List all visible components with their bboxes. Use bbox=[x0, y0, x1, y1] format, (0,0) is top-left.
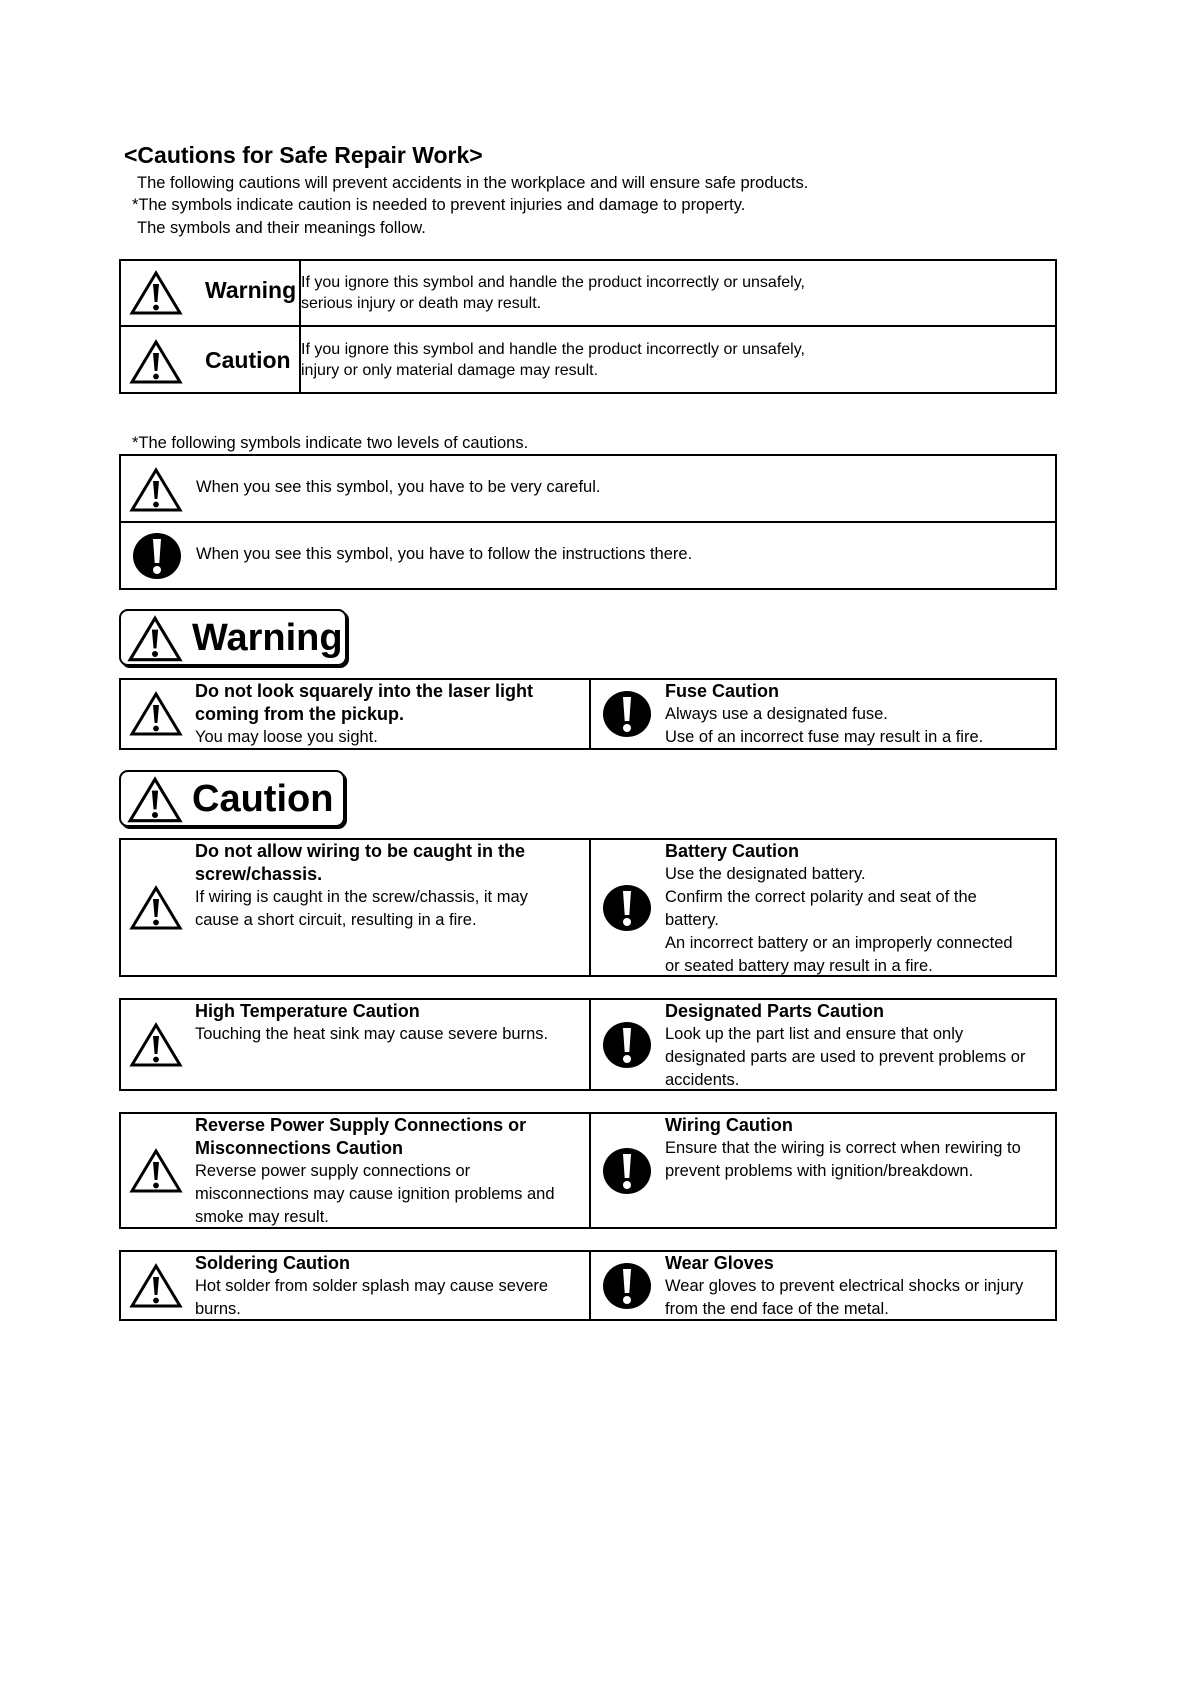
cell-text bbox=[195, 1000, 581, 1046]
cell-heading-line: Battery Caution bbox=[665, 841, 800, 861]
caution-cell-2-1 bbox=[590, 1113, 1056, 1228]
caution-table-3 bbox=[119, 1112, 1057, 1229]
cell-text bbox=[195, 840, 581, 932]
cell-text bbox=[195, 680, 581, 749]
cell-body-line: burns. bbox=[195, 1300, 241, 1318]
cell-heading-line: Do not look squarely into the laser light bbox=[195, 681, 534, 701]
cell-body-line: Always use a designated fuse. bbox=[665, 705, 888, 723]
warning-cell-1 bbox=[590, 679, 1056, 749]
caution-badge-text: Caution bbox=[192, 778, 334, 820]
cell-body-line: battery. bbox=[665, 911, 719, 929]
warning-triangle-icon bbox=[129, 1263, 183, 1309]
cell-body-line: Confirm the correct polarity and seat of the bbox=[665, 888, 977, 906]
warning-triangle-icon bbox=[127, 615, 183, 663]
caution-table-1 bbox=[119, 838, 1057, 977]
cell-text bbox=[665, 1252, 1047, 1321]
caution-cell-0-0 bbox=[120, 839, 590, 976]
warning-triangle-icon bbox=[129, 270, 183, 316]
warning-triangle-icon bbox=[129, 1148, 183, 1194]
warning-badge bbox=[119, 609, 347, 666]
exclamation-circle-icon bbox=[132, 531, 182, 581]
exclamation-circle-icon bbox=[602, 1020, 652, 1070]
cell-body-line: Use of an incorrect fuse may result in a fire. bbox=[665, 728, 984, 746]
cell-heading-line: Wear Gloves bbox=[665, 1253, 774, 1273]
warning-triangle-icon bbox=[127, 776, 183, 824]
caution-cell-3-1 bbox=[590, 1251, 1056, 1320]
caution-cell-1-0 bbox=[120, 999, 590, 1090]
exclamation-circle-icon bbox=[602, 1146, 652, 1196]
cell-body-line: If wiring is caught in the screw/chassis, it may bbox=[195, 888, 528, 906]
cell-body-line: Touching the heat sink may cause severe burns. bbox=[195, 1025, 549, 1043]
warning-cell-0 bbox=[120, 679, 590, 749]
level-warning-name: Warning bbox=[205, 277, 297, 303]
cell-heading-line: Wiring Caution bbox=[665, 1115, 793, 1135]
warning-triangle-icon bbox=[129, 339, 183, 385]
exclamation-circle-icon bbox=[602, 883, 652, 933]
cell-body-line: misconnections may cause ignition problems and bbox=[195, 1185, 555, 1203]
symbols-table bbox=[119, 454, 1057, 590]
exclamation-circle-icon bbox=[602, 1261, 652, 1311]
cell-text bbox=[665, 1000, 1047, 1092]
cell-body-line: Reverse power supply connections or bbox=[195, 1162, 471, 1180]
level-caution-line-2: injury or only material damage may result. bbox=[301, 361, 599, 379]
cell-heading-line: Fuse Caution bbox=[665, 681, 780, 701]
cell-body-line: Look up the part list and ensure that only bbox=[665, 1025, 964, 1043]
cell-text bbox=[665, 840, 1047, 978]
cell-heading-line: screw/chassis. bbox=[195, 864, 323, 884]
caution-table-2 bbox=[119, 998, 1057, 1091]
cell-body-line: designated parts are used to prevent problems or bbox=[665, 1048, 1026, 1066]
caution-cell-3-0 bbox=[120, 1251, 590, 1320]
level-warning-label-cell bbox=[120, 260, 300, 326]
caution-cell-0-1 bbox=[590, 839, 1056, 976]
intro-line-3: The symbols and their meanings follow. bbox=[137, 219, 426, 237]
warning-triangle-icon bbox=[129, 467, 183, 513]
caution-cell-1-1 bbox=[590, 999, 1056, 1090]
level-warning-description bbox=[300, 260, 1056, 326]
cell-body-line: from the end face of the metal. bbox=[665, 1300, 889, 1318]
cell-body-line: or seated battery may result in a fire. bbox=[665, 957, 933, 975]
caution-badge bbox=[119, 770, 345, 827]
cell-body-line: prevent problems with ignition/breakdown. bbox=[665, 1162, 974, 1180]
exclamation-circle-icon bbox=[602, 689, 652, 739]
symbols-note: *The following symbols indicate two levels of cautions. bbox=[132, 434, 529, 452]
cell-body-line: cause a short circuit, resulting in a fire. bbox=[195, 911, 477, 929]
cell-heading-line: High Temperature Caution bbox=[195, 1001, 420, 1021]
caution-table-4 bbox=[119, 1250, 1057, 1321]
cell-body-line: smoke may result. bbox=[195, 1208, 329, 1226]
level-caution-label-cell bbox=[120, 326, 300, 393]
intro-line-1: The following cautions will prevent accidents in the workplace and will ensure safe products. bbox=[137, 174, 809, 192]
cell-text bbox=[665, 680, 1047, 749]
symbol-row-circle bbox=[120, 522, 1056, 589]
cell-heading-line: Do not allow wiring to be caught in the bbox=[195, 841, 525, 861]
cell-heading-line: Designated Parts Caution bbox=[665, 1001, 885, 1021]
level-warning-line-1: If you ignore this symbol and handle the product incorrectly or unsafely, bbox=[301, 274, 805, 291]
cell-body-line: accidents. bbox=[665, 1071, 740, 1089]
warning-table bbox=[119, 678, 1057, 750]
cell-body-line: Ensure that the wiring is correct when rewiring to bbox=[665, 1139, 1021, 1157]
cell-body-line: An incorrect battery or an improperly connected bbox=[665, 934, 1013, 952]
warning-badge-text: Warning bbox=[192, 617, 343, 659]
warning-triangle-icon bbox=[129, 1022, 183, 1068]
level-caution-line-1: If you ignore this symbol and handle the product incorrectly or unsafely, bbox=[301, 340, 805, 358]
symbol-row-triangle bbox=[120, 455, 1056, 522]
cell-text bbox=[195, 1252, 581, 1321]
cell-body-line: Wear gloves to prevent electrical shocks or injury bbox=[665, 1277, 1024, 1295]
cell-heading-line: Misconnections Caution bbox=[195, 1138, 404, 1158]
caution-cell-2-0 bbox=[120, 1113, 590, 1228]
cell-text bbox=[195, 1114, 581, 1229]
level-caution-description bbox=[300, 326, 1056, 393]
levels-table bbox=[119, 259, 1057, 394]
warning-triangle-icon bbox=[129, 885, 183, 931]
cell-heading-line: Soldering Caution bbox=[195, 1253, 350, 1273]
level-caution-name: Caution bbox=[205, 347, 291, 373]
cell-text bbox=[665, 1114, 1047, 1183]
cell-heading-line: Reverse Power Supply Connections or bbox=[195, 1115, 527, 1135]
symbol-circle-text: When you see this symbol, you have to follow the instructions there. bbox=[196, 545, 693, 563]
cell-body-line: Use the designated battery. bbox=[665, 865, 866, 883]
cell-body-line: Hot solder from solder splash may cause severe bbox=[195, 1277, 549, 1295]
warning-triangle-icon bbox=[129, 691, 183, 737]
level-warning-line-2: serious injury or death may result. bbox=[301, 295, 542, 312]
cell-heading-line: coming from the pickup. bbox=[195, 704, 405, 724]
page-title: <Cautions for Safe Repair Work> bbox=[124, 142, 483, 168]
intro-line-2: *The symbols indicate caution is needed to prevent injuries and damage to property. bbox=[132, 196, 746, 214]
symbol-triangle-text: When you see this symbol, you have to be very careful. bbox=[196, 478, 601, 496]
cell-body-line: You may loose you sight. bbox=[195, 728, 378, 746]
